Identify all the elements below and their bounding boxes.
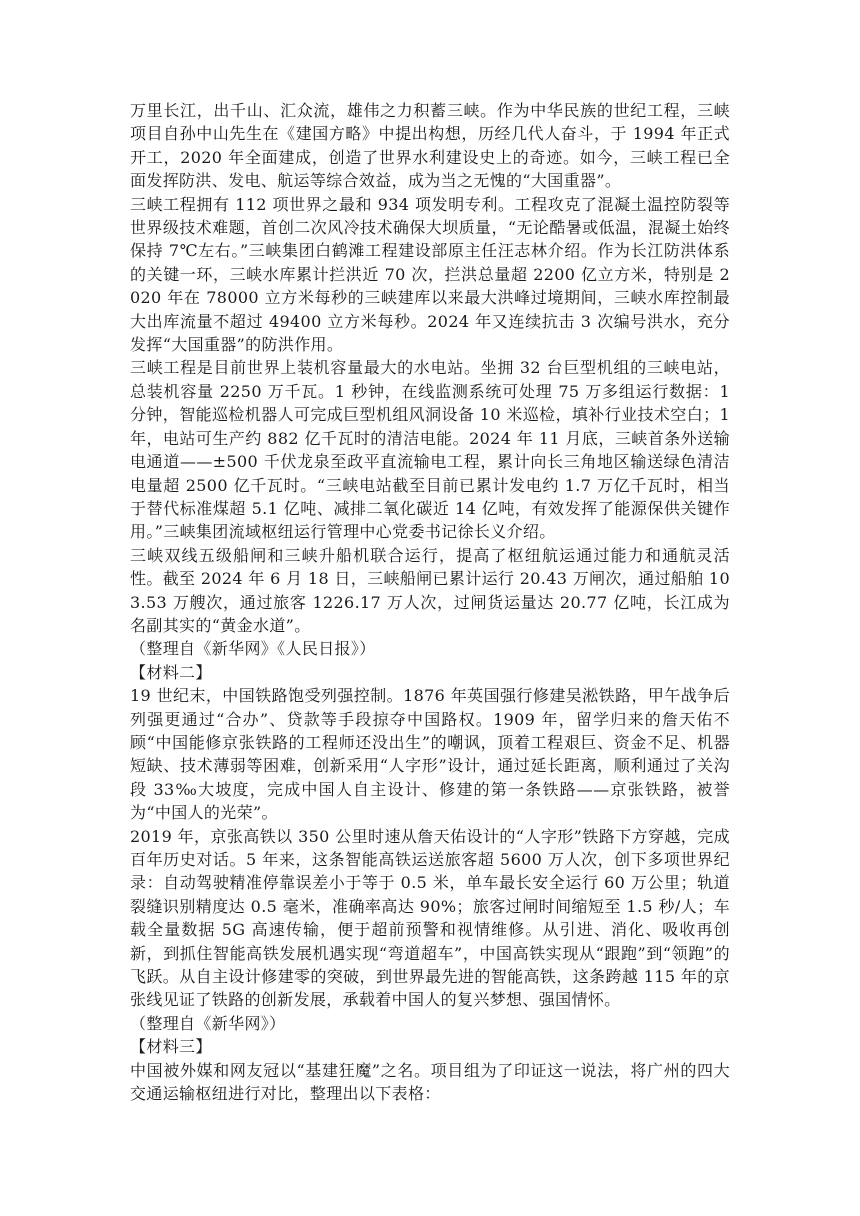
document-body xyxy=(130,99,730,1105)
paragraph-power-station: 三峡工程是目前世界上装机容量最大的水电站。坐拥 32 台巨型机组的三峡电站，总装机容量 2250 万千瓦。1 秒钟，在线监测系统可处理 75 万多组运行数据：1 分钟，智能巡检机器人可完成巨型机组风洞设备 10 米巡检，填补行业技术空白；1 年，电站可生产约 882 亿千瓦时的清洁电能。2024 年 11 月底，三峡首条外送输电通道——±500 千伏龙泉至政平直流输电工程，累计向长三角地区输送绿色清洁电量超 2500 亿千瓦时。“三峡电站截至目前已累计发电约 1.7 万亿千瓦时，相当于替代标准煤超 5.1 亿吨、减排二氧化碳近 14 亿吨，有效发挥了能源保供关键作用。”三峡集团流域枢纽运行管理中心党委书记徐长义介绍。 xyxy=(130,358,730,542)
source-citation-2: （整理自《新华网》） xyxy=(130,1013,286,1033)
material-three-heading: 【材料三】 xyxy=(130,1037,212,1057)
paragraph-shiplock: 三峡双线五级船闸和三峡升船机联合运行，提高了枢纽航运通过能力和通航灵活性。截至 2024 年 6 月 18 日，三峡船闸已累计运行 20.43 万闸次，通过船舶 103.53 万艘次，通过旅客 1226.17 万人次，过闸货运量达 20.77 亿吨，长江成为名副其实的“黄金水道”。 xyxy=(130,545,730,635)
paragraph-three-gorges-intro: 万里长江，出千山、汇众流，雄伟之力积蓄三峡。作为中华民族的世纪工程，三峡项目自孙中山先生在《建国方略》中提出构想，历经几代人奋斗，于 1994 年正式开工，2020 年全面建成，创造了世界水利建设史上的奇迹。如今，三峡工程已全面发挥防洪、发电、航运等综合效益，成为当之无愧的“大国重器”。 xyxy=(130,101,730,191)
paragraph-flood-control: 三峡工程拥有 112 项世界之最和 934 项发明专利。工程攻克了混凝土温控防裂等世界级技术难题，首创二次风冷技术确保大坝质量，“无论酷暑或低温，混凝土始终保持 7℃左右。”三峡集团白鹤滩工程建设部原主任汪志林介绍。作为长江防洪体系的关键一环，三峡水库累计拦洪近 70 次，拦洪总量超 2200 亿立方米，特别是 2020 年在 78000 立方米每秒的三峡建库以来最大洪峰过境期间，三峡水库控制最大出库流量不超过 49400 立方米每秒。2024 年又连续抗击 3 次编号洪水，充分发挥“大国重器”的防洪作用。 xyxy=(130,194,730,355)
source-citation-1: （整理自《新华网》《人民日报》） xyxy=(130,639,376,659)
material-two-heading: 【材料二】 xyxy=(130,662,212,682)
paragraph-infrastructure-intro: 中国被外媒和网友冠以“基建狂魔”之名。项目组为了印证这一说法，将广州的四大交通运输枢纽进行对比，整理出以下表格： xyxy=(130,1060,730,1104)
paragraph-jingzhang-railway-history: 19 世纪末，中国铁路饱受列强控制。1876 年英国强行修建吴淞铁路，甲午战争后列强更通过“合办”、贷款等手段掠夺中国路权。1909 年，留学归来的詹天佑不顾“中国能修京张铁路的工程师还没出生”的嘲讽，顶着工程艰巨、资金不足、机器短缺、技术薄弱等困难，创新采用“人字形”设计，通过延长距离，顺利通过了关沟段 33‰大坡度，完成中国人自主设计、修建的第一条铁路——京张铁路，被誉为“中国人的光荣”。 xyxy=(130,686,730,823)
paragraph-jingzhang-high-speed-rail: 2019 年，京张高铁以 350 公里时速从詹天佑设计的“人字形”铁路下方穿越，完成百年历史对话。5 年来，这条智能高铁运送旅客超 5600 万人次，创下多项世界纪录：自动驾驶精准停靠误差小于等于 0.5 米，单车最长安全运行 60 万公里；轨道裂缝识别精度达 0.5 毫米，准确率高达 90%；旅客过闸时间缩短至 1.5 秒/人；车载全量数据 5G 高速传输，便于超前预警和视情维修。从引进、消化、吸收再创新，到抓住智能高铁发展机遇实现“弯道超车”，中国高铁实现从“跟跑”到“领跑”的飞跃。从自主设计修建零的突破，到世界最先进的智能高铁，这条跨越 115 年的京张线见证了铁路的创新发展，承载着中国人的复兴梦想、强国情怀。 xyxy=(130,826,730,1010)
